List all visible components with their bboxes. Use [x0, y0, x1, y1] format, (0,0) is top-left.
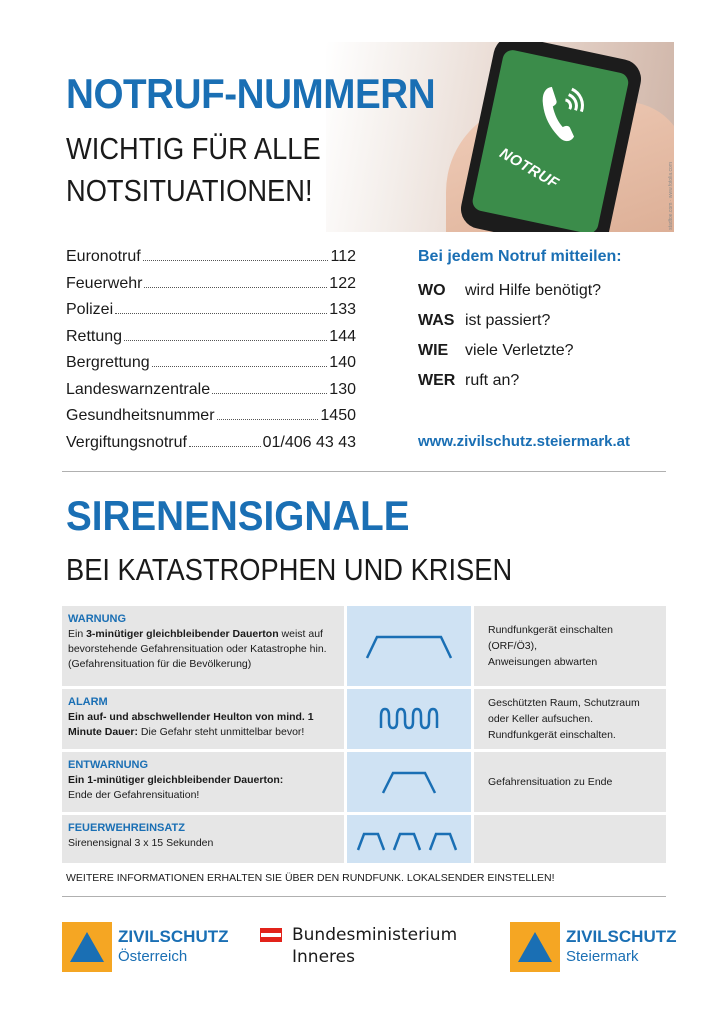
number-value: 130	[329, 380, 356, 398]
sirens-title: SIRENENSIGNALE	[66, 492, 410, 539]
sirens-subtitle: BEI KATASTROPHEN UND KRISEN	[66, 552, 513, 587]
number-label: Landeswarnzentrale	[66, 380, 211, 398]
siren-text: Sirenensignal 3 x 15 Sekunden	[68, 837, 214, 849]
number-value: 112	[330, 248, 356, 265]
siren-title: WARNUNG	[68, 613, 127, 625]
siren-description	[62, 606, 344, 686]
siren-action	[474, 606, 666, 686]
leader-dots	[152, 366, 328, 367]
siren-action-line: Rundfunkgerät einschalten.	[488, 729, 616, 741]
number-label: Feuerwehr	[66, 274, 143, 292]
number-label: Polizei	[66, 301, 114, 318]
number-label: Bergrettung	[66, 354, 150, 371]
section-divider	[62, 471, 666, 472]
page-subtitle	[66, 128, 321, 212]
siren-action: Gefahrensituation zu Ende	[474, 752, 666, 812]
leader-dots	[143, 260, 329, 261]
logo-line: Inneres	[292, 947, 355, 967]
siren-row-feuerwehreinsatz	[62, 815, 666, 863]
checklist-key: WAS	[418, 312, 455, 329]
siren-description	[62, 815, 344, 863]
page-title: NOTRUF-NUMMERN	[66, 70, 436, 117]
siren-action-line: Rundfunkgerät einschalten	[488, 624, 613, 636]
siren-title: ALARM	[68, 696, 108, 708]
checklist-text: wird Hilfe benötigt?	[465, 282, 602, 299]
siren-action-line: oder Keller aufsuchen.	[488, 713, 594, 725]
siren-text-bold: Ein 1-minütiger gleichbleibender Dauerton:	[68, 774, 284, 786]
footer-logos	[0, 920, 724, 980]
checklist-text: viele Verletzte?	[465, 342, 574, 359]
phone-notruf-label: NOTRUF	[496, 144, 562, 193]
leader-dots	[115, 313, 327, 314]
siren-title: ENTWARNUNG	[68, 759, 149, 771]
logo-name: ZIVILSCHUTZ	[118, 927, 229, 946]
number-label: Gesundheitsnummer	[66, 407, 215, 424]
siren-text: weist auf bevorstehende Gefahrensituation oder Katastrophe hin. (Gefahrensituation für die Bevölkerung)	[68, 628, 327, 670]
bundesministerium-inneres-logo	[260, 924, 457, 968]
number-label: Euronotruf	[66, 248, 141, 265]
logo-subtitle: Österreich	[118, 948, 188, 965]
siren-signal-graphic	[347, 606, 471, 686]
steady-tone-waveform-icon	[359, 631, 459, 661]
siren-action-line: Anweisungen abwarten	[488, 656, 598, 668]
photo-copyright: stadtoe.com · www.fotolia.com	[668, 162, 674, 230]
number-value: 01/406 43 43	[262, 433, 356, 451]
phone-screen	[471, 48, 630, 232]
zivilschutz-oesterreich-logo	[62, 920, 229, 974]
checklist-item	[418, 282, 658, 312]
siren-signal-graphic	[347, 689, 471, 749]
siren-text-bold: 3-minütiger gleichbleibender Dauerton	[86, 628, 279, 640]
phone-call-icon	[527, 78, 588, 147]
siren-signal-table	[62, 606, 666, 866]
footnote: WEITERE INFORMATIONEN ERHALTEN SIE ÜBER DEN RUNDFUNK. LOKALSENDER EINSTELLEN!	[66, 872, 555, 884]
emergency-call-checklist	[418, 248, 658, 402]
siren-action	[474, 815, 666, 863]
checklist-title: Bei jedem Notruf mitteilen:	[418, 248, 622, 265]
checklist-key: WER	[418, 372, 456, 389]
zivilschutz-steiermark-logo	[510, 920, 677, 974]
siren-text: Ende der Gefahrensituation!	[68, 789, 200, 801]
siren-text: Die Gefahr steht unmittelbar bevor!	[138, 726, 305, 738]
zivilschutz-emblem-icon	[62, 922, 112, 972]
number-value: 133	[329, 301, 356, 318]
number-value: 122	[329, 274, 356, 292]
siren-signal-graphic	[347, 815, 471, 863]
number-row-rettung	[66, 328, 356, 355]
siren-description	[62, 752, 344, 812]
number-label: Vergiftungsnotruf	[66, 433, 187, 451]
leader-dots	[217, 419, 319, 420]
checklist-key: WIE	[418, 342, 449, 359]
austrian-flag-icon	[260, 928, 282, 942]
siren-action	[474, 689, 666, 749]
leader-dots	[144, 287, 327, 288]
checklist-item	[418, 342, 658, 372]
leader-dots	[212, 393, 327, 394]
logo-subtitle: Steiermark	[566, 948, 639, 965]
number-value: 1450	[320, 407, 356, 424]
fire-brigade-waveform-icon	[354, 824, 464, 854]
leader-dots	[189, 446, 261, 447]
checklist-item	[418, 312, 658, 342]
number-row-vergiftungsnotruf	[66, 434, 356, 461]
siren-row-warnung	[62, 606, 666, 686]
emergency-number-list	[66, 248, 356, 460]
number-row-bergrettung	[66, 354, 356, 381]
siren-row-alarm	[62, 689, 666, 749]
zivilschutz-emblem-icon	[510, 922, 560, 972]
website-link[interactable]: www.zivilschutz.steiermark.at	[418, 433, 631, 450]
checklist-item	[418, 372, 658, 402]
siren-description	[62, 689, 344, 749]
number-value: 144	[329, 327, 356, 345]
siren-row-entwarnung	[62, 752, 666, 812]
siren-action-line: (ORF/Ö3),	[488, 640, 537, 652]
checklist-text: ruft an?	[465, 372, 520, 389]
siren-text: Ein	[68, 628, 87, 640]
leader-dots	[124, 340, 327, 341]
siren-title: FEUERWEHREINSATZ	[68, 822, 185, 834]
all-clear-waveform-icon	[359, 767, 459, 797]
number-value: 140	[329, 354, 356, 371]
siren-action-line: Geschützten Raum, Schutzraum	[488, 697, 640, 709]
rising-falling-waveform-icon	[359, 704, 459, 734]
number-row-euronotruf	[66, 248, 356, 275]
number-label: Rettung	[66, 327, 123, 345]
siren-text-bold: Ein auf- und abschwellender Heulton von mind. 1 Minute Dauer:	[68, 711, 314, 738]
siren-signal-graphic	[347, 752, 471, 812]
logo-name: ZIVILSCHUTZ	[566, 927, 677, 946]
page-subtitle-line-2: NOTSITUATIONEN!	[66, 173, 313, 208]
checklist-text: ist passiert?	[465, 312, 551, 329]
number-row-gesundheitsnummer	[66, 407, 356, 434]
footer-divider	[62, 896, 666, 897]
checklist-key: WO	[418, 282, 446, 299]
number-row-feuerwehr	[66, 275, 356, 302]
number-row-landeswarnzentrale	[66, 381, 356, 408]
logo-line: Bundesministerium	[292, 925, 458, 945]
number-row-polizei	[66, 301, 356, 328]
page-subtitle-line-1: WICHTIG FÜR ALLE	[66, 131, 321, 166]
